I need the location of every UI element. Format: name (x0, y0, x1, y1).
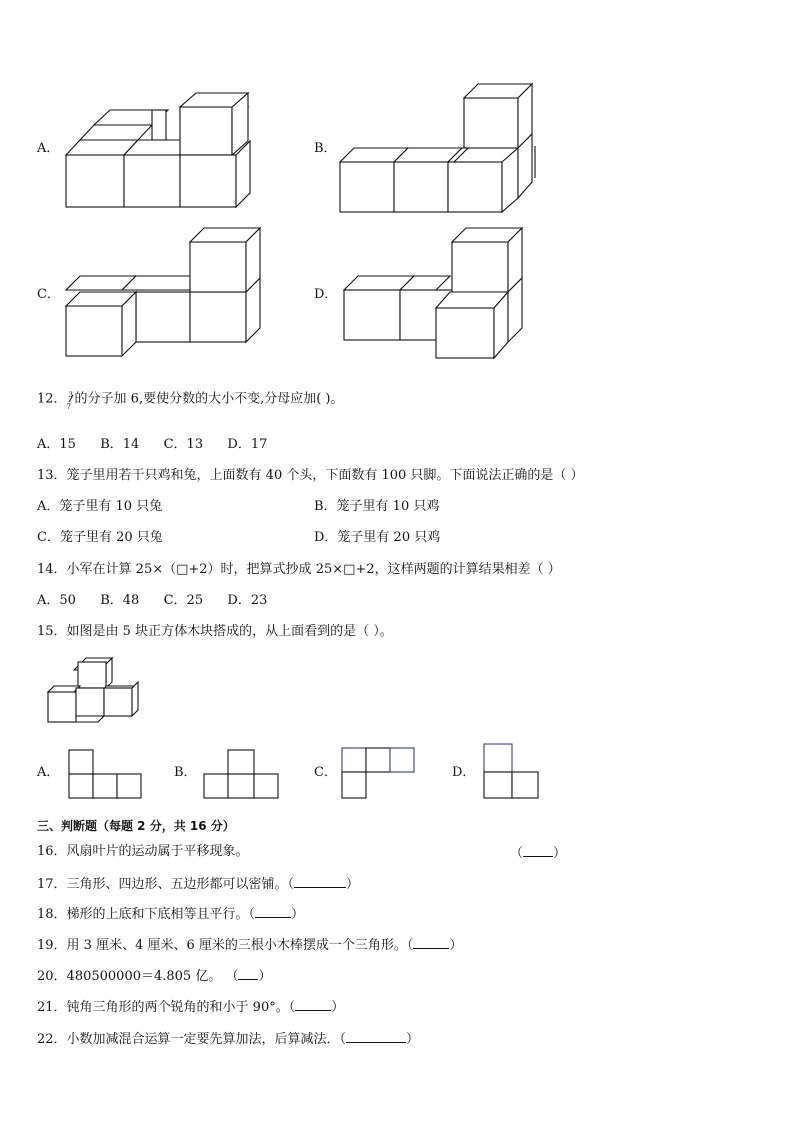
option: D．笼子里有 20 只鸡 (314, 530, 441, 545)
question-14: 14．小军在计算 25×（□+2）时，把算式抄成 25×□+2，这样两题的计算结果相差（ ） (37, 562, 561, 577)
cube-figure-d (340, 226, 535, 361)
blank-line[interactable] (523, 844, 553, 857)
question-12 (37, 391, 344, 411)
cube-figure-b (338, 82, 543, 217)
option-letter-d: D． (314, 287, 338, 302)
answer-blank-19[interactable] (413, 936, 449, 949)
option: D．17 (227, 437, 268, 452)
question-20 (37, 967, 271, 985)
fraction (66, 391, 75, 411)
option-letter-b: B． (174, 765, 197, 780)
fraction-numerator: 3 (68, 391, 74, 399)
paren-close: ） (449, 938, 463, 953)
top-view-d (482, 742, 542, 800)
option-letter-c: C． (314, 765, 337, 780)
paren-close: ） (258, 969, 272, 984)
question-13: 13．笼子里用若干只鸡和兔，上面数有 40 个头，下面数有 100 只脚。下面说法正确的是（ ） (37, 468, 584, 483)
stacked-blocks-figure (44, 658, 144, 726)
question-text: 19．用 3 厘米、4 厘米、6 厘米的三根小木棒摆成一个三角形。（ (37, 938, 414, 953)
question-number: 12． (37, 391, 67, 407)
option: A．50 (37, 593, 76, 608)
question-18 (37, 905, 304, 923)
question-22 (37, 1030, 419, 1048)
option-letter-a: A． (37, 765, 60, 780)
paren-close: ） (331, 1000, 345, 1015)
answer-blank-21[interactable] (295, 998, 331, 1011)
question-text: 17．三角形、四边形、五边形都可以密铺。（ (37, 877, 295, 892)
question-17 (37, 875, 359, 893)
question-text: 22．小数加减混合运算一定要先算加法，后算减法．（ (37, 1032, 347, 1047)
answer-blank-17[interactable] (294, 875, 346, 888)
answer-blank-16[interactable] (510, 844, 566, 862)
paren-close: ） (553, 846, 567, 861)
question-text: 20．480500000＝4.805 亿。 （ (37, 969, 239, 984)
question-text: 的分子加 6,要使分数的大小不变,分母应加( )。 (74, 391, 344, 407)
answer-blank-22[interactable] (346, 1030, 406, 1043)
paren-close: ） (406, 1032, 420, 1047)
option: C．25 (163, 593, 204, 608)
option: B．48 (100, 593, 140, 608)
cube-figure-a (60, 85, 260, 215)
question-21 (37, 998, 344, 1016)
fraction-denominator: 7 (66, 403, 72, 411)
top-view-b (202, 748, 280, 800)
question-16: 16．风扇叶片的运动属于平移现象。 (37, 844, 249, 859)
option-letter-a: A． (37, 141, 60, 156)
q14-options (37, 593, 267, 609)
option: A．笼子里有 10 只兔 (37, 499, 163, 514)
option: C．13 (163, 437, 204, 452)
option: B．笼子里有 10 只鸡 (314, 499, 440, 514)
option: D．23 (227, 593, 268, 608)
q12-options (37, 437, 267, 453)
question-15: 15．如图是由 5 块正方体木块搭成的，从上面看到的是（ ）。 (37, 624, 393, 639)
question-19 (37, 936, 462, 954)
top-view-a (67, 748, 143, 800)
option-letter-c: C． (37, 287, 60, 302)
cube-figure-c (62, 226, 267, 361)
paren-open: （ (510, 846, 524, 861)
question-text: 18．梯形的上底和下底相等且平行。（ (37, 907, 256, 922)
option: B．14 (100, 437, 140, 452)
paren-close: ） (346, 877, 360, 892)
answer-blank-18[interactable] (255, 905, 291, 918)
answer-blank-20[interactable] (238, 967, 258, 980)
option: A．15 (37, 437, 76, 452)
option: C．笼子里有 20 只兔 (37, 530, 163, 545)
option-letter-d: D． (452, 765, 476, 780)
question-text: 21．钝角三角形的两个锐角的和小于 90°。（ (37, 1000, 296, 1015)
paren-close: ） (291, 907, 305, 922)
top-view-c (340, 746, 418, 800)
option-letter-b: B． (314, 141, 337, 156)
section-title: 三、判断题（每题 2 分，共 16 分） (37, 819, 235, 833)
